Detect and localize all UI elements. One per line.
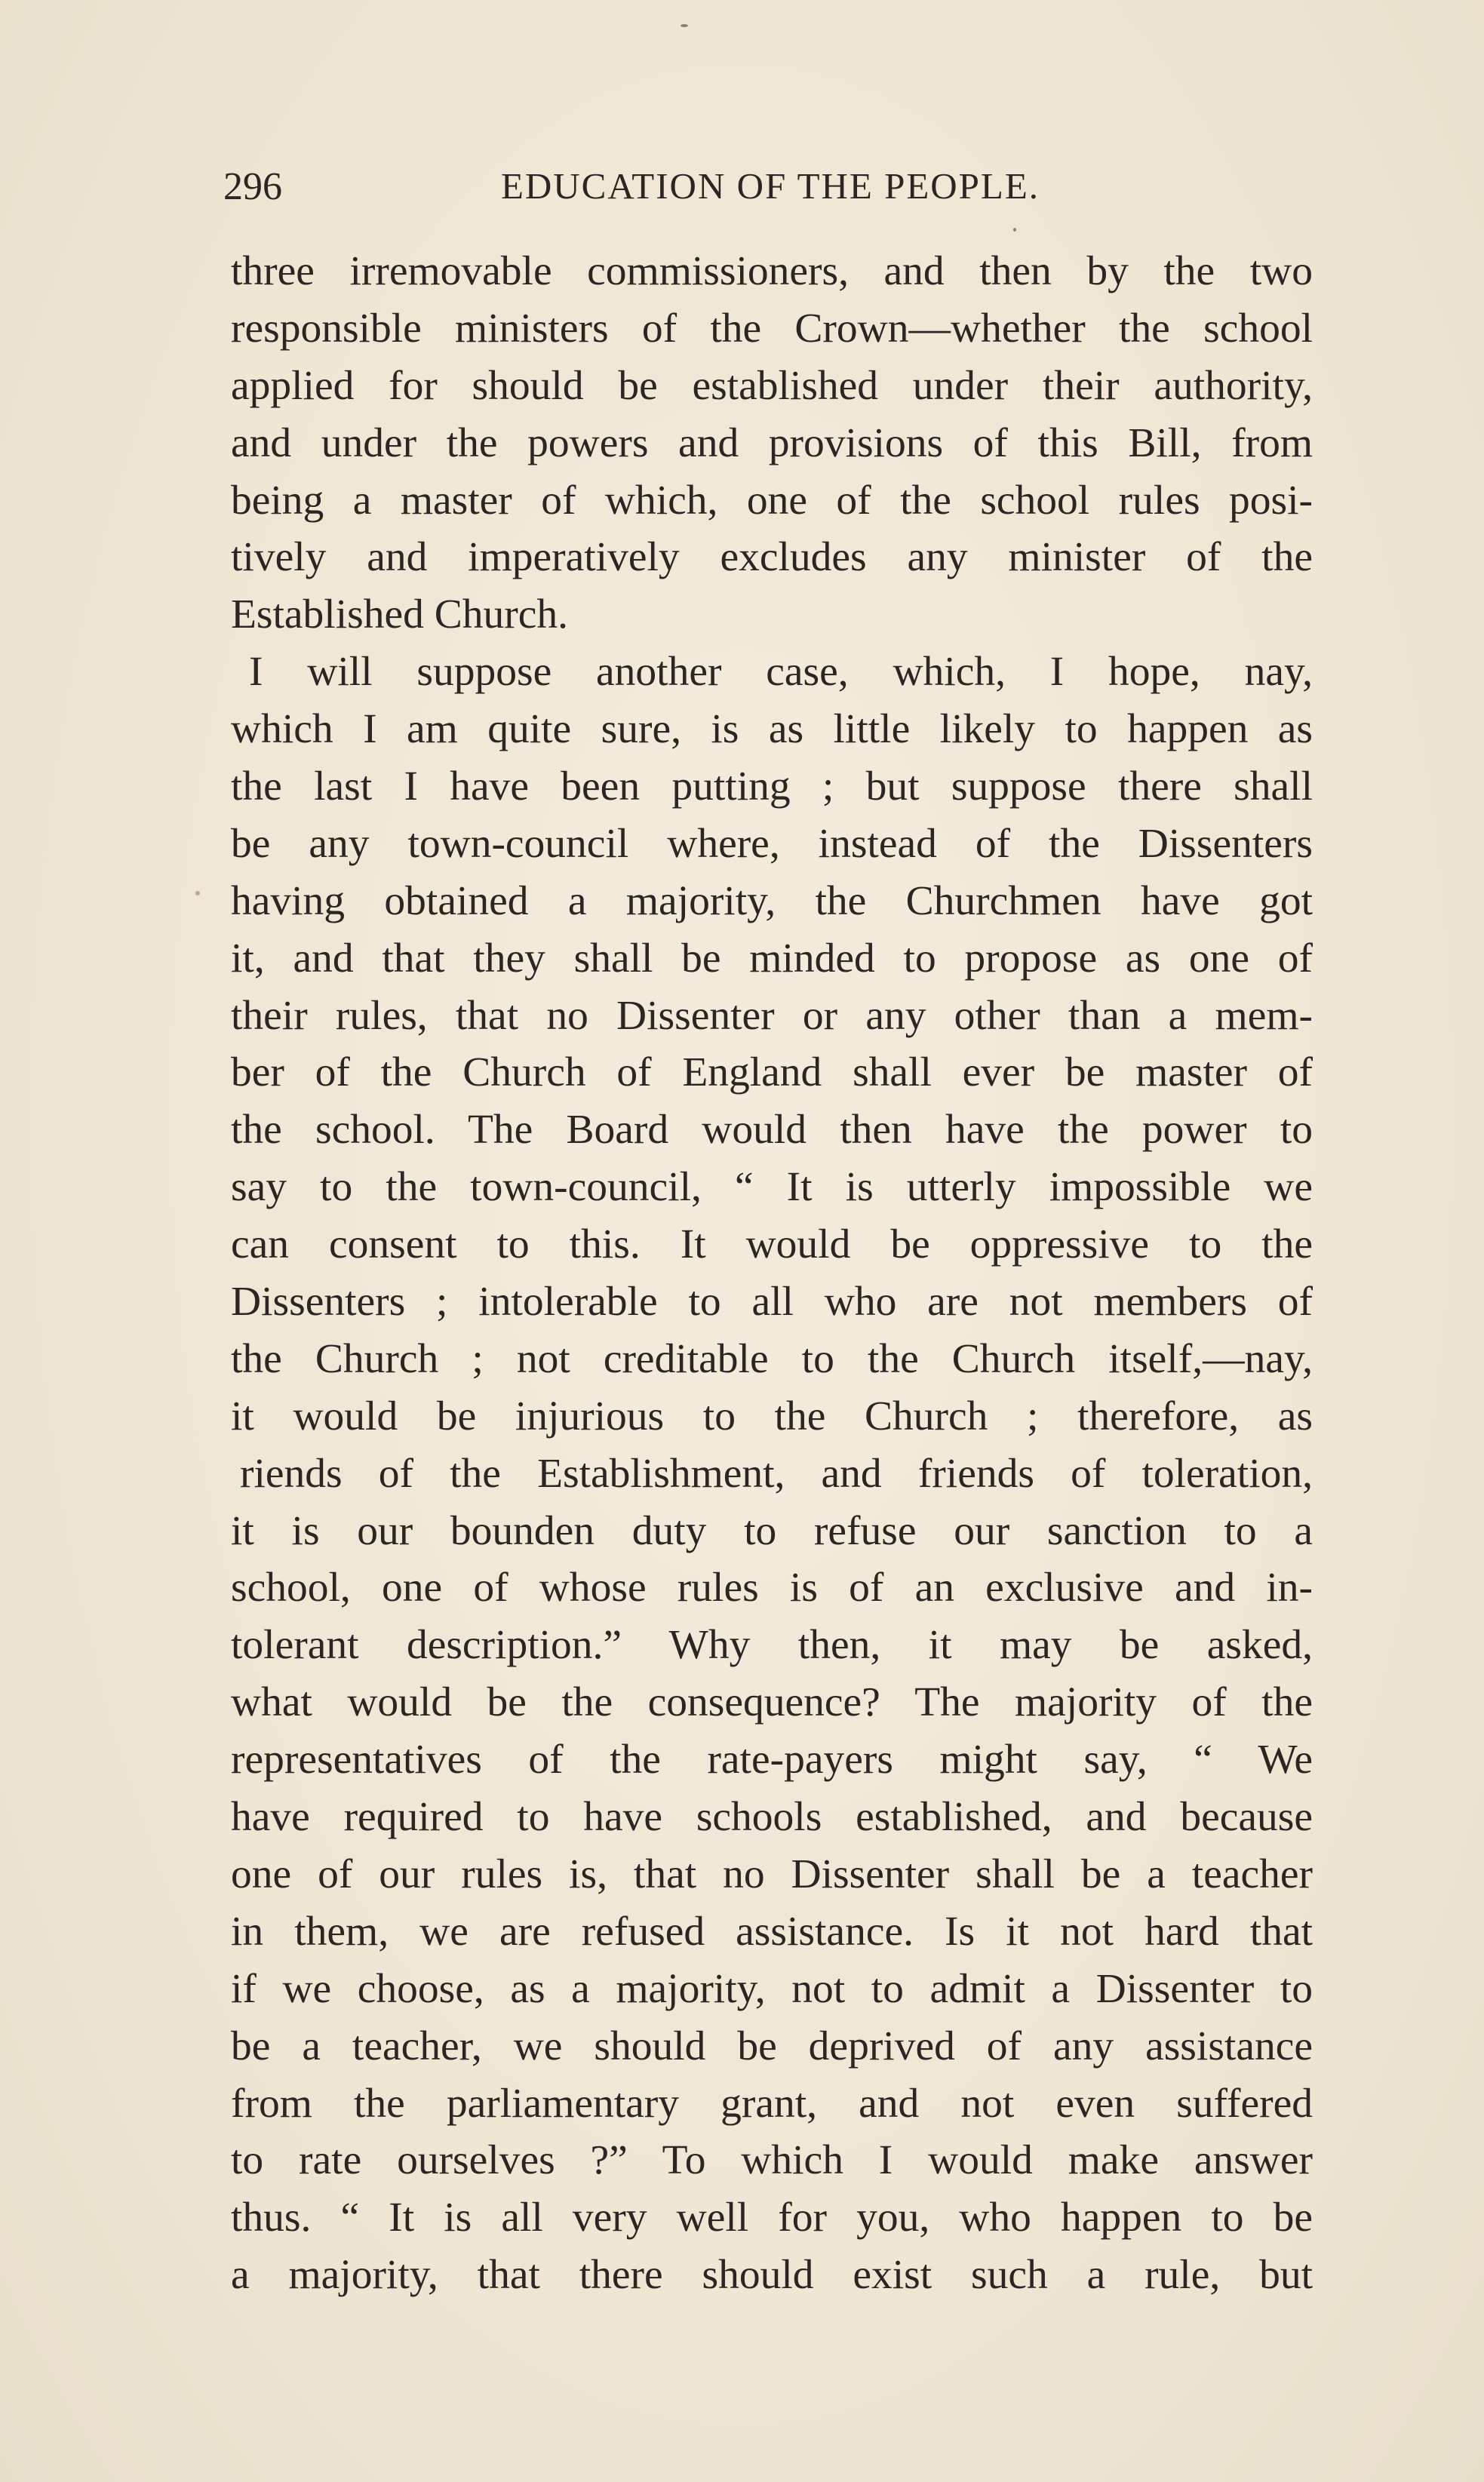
text-line: ber of the Church of England shall ever be master of: [231, 1049, 1313, 1096]
text-line: the last I have been putting ; but suppose there shall: [231, 763, 1313, 810]
text-line: to rate ourselves ?” To which I would make answer: [231, 2137, 1313, 2184]
text-line: be a teacher, we should be deprived of any assistance: [231, 2023, 1313, 2069]
ink-speck: [681, 24, 688, 27]
text-line: if we choose, as a majority, not to admit a Dissenter to: [231, 1965, 1313, 2012]
text-line: having obtained a majority, the Churchmen have got: [231, 877, 1313, 924]
text-line: can consent to this. It would be oppressive to the: [231, 1221, 1313, 1268]
text-line: and under the powers and provisions of this Bill, from: [231, 419, 1313, 466]
text-line: the Church ; not creditable to the Church itself,—nay,: [231, 1335, 1313, 1382]
text-line: be any town-council where, instead of the Dissenters: [231, 820, 1313, 867]
text-line: applied for should be established under their authority,: [231, 362, 1313, 409]
text-line: Dissenters ; intolerable to all who are not members of: [231, 1279, 1313, 1325]
text-line: their rules, that no Dissenter or any other than a mem-: [231, 992, 1313, 1039]
text-line: thus. “ It is all very well for you, who happen to be: [231, 2195, 1313, 2241]
text-line: tively and imperatively excludes any minister of the: [231, 534, 1313, 581]
body-text: [231, 243, 1313, 2304]
text-line: the school. The Board would then have the power to: [231, 1107, 1313, 1153]
text-line: school, one of whose rules is of an exclusive and in-: [231, 1565, 1313, 1611]
text-line: a majority, that there should exist such a rule, but: [231, 2252, 1313, 2299]
text-line: responsible ministers of the Crown—whether the school: [231, 305, 1313, 352]
text-line: it is our bounden duty to refuse our sanction to a: [231, 1507, 1313, 1554]
text-line: in them, we are refused assistance. Is it not hard that: [231, 1908, 1313, 1955]
text-line: Established Church.: [231, 591, 569, 638]
text-line: say to the town-council, “ It is utterly impossible we: [231, 1164, 1313, 1211]
text-line: three irremovable commissioners, and then by the two: [231, 248, 1313, 294]
text-line: tolerant description.” Why then, it may be asked,: [231, 1622, 1313, 1669]
text-line: representatives of the rate-payers might say, “ We: [231, 1737, 1313, 1783]
text-line: what would be the consequence? The majority of the: [231, 1679, 1313, 1726]
text-line: riends of the Establishment, and friends of toleration,: [240, 1450, 1313, 1497]
text-line: which I am quite sure, is as little likely to happen as: [231, 706, 1313, 753]
page-header: [223, 164, 1317, 217]
text-line: from the parliamentary grant, and not even suffered: [231, 2080, 1313, 2127]
ink-speck: [1013, 228, 1016, 232]
running-title: EDUCATION OF THE PEOPLE.: [500, 165, 1040, 207]
page-number: 296: [223, 165, 282, 208]
ink-speck: [195, 891, 200, 895]
text-line: it would be injurious to the Church ; therefore, as: [231, 1393, 1313, 1439]
text-line: have required to have schools established, and because: [231, 1794, 1313, 1841]
text-line: being a master of which, one of the school rules posi-: [231, 477, 1313, 524]
text-line: one of our rules is, that no Dissenter shall be a teacher: [231, 1851, 1313, 1897]
text-line: I will suppose another case, which, I hope, nay,: [249, 649, 1313, 696]
text-line: it, and that they shall be minded to propose as one of: [231, 935, 1313, 981]
